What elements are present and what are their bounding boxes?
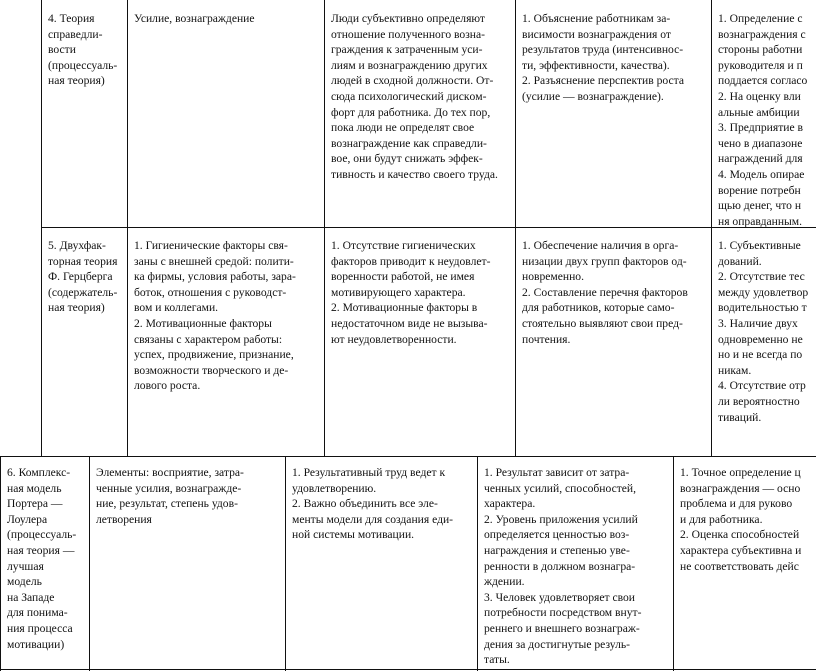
table-cell-elements: Элементы: восприятие, затра- ченные усилия, вознагражде- ние, результат, степень удов- летворения — [96, 466, 244, 526]
table-cell-theory-name: 5. Двухфак- торная теория Ф. Герцберга (содержатель- ная теория) — [48, 239, 118, 315]
table-cell-practice: 1. Объяснение работникам за- висимости вознаграждения от результатов труда (интенсивнос- ти, эффективности, качества). 2. Разъяснение перспектив роста (усилие — вознаграждение). — [522, 12, 684, 103]
table-cell-practice: 1. Обеспечение наличия в орга- низации двух групп факторов од- новременно. 2. Составление перечня факторов для работников, которые само- стоятельно выявляют свои пред- почтения. — [522, 239, 688, 346]
table-cell-essence: 1. Результативный труд ведет к удовлетворению. 2. Важно объединить все эле- менты модели для создания еди- ной системы мотивации. — [292, 466, 454, 542]
table-cell-elements: 1. Гигиенические факторы свя- заны с внешней средой: полити- ка фирмы, условия работы, зара- боток, отношения с руководст- вом и коллегами. 2. Мотивационные факторы связаны с характером работы: успех, продвижение, признание, возможности творческого и де- лового роста. — [134, 239, 296, 393]
table-border — [0, 456, 816, 457]
table-cell-essence: Люди субъективно определяют отношение полученного возна- граждения к затраченным уси- лиям и вознаграждению других людей в сходной должности. От- сюда психологический дискoм- форт для работника. До тех пор, пока люди не определят свое вознаграждение как справедли- вое, они будут снижать эффек- тивность и качество своего труда. — [331, 12, 498, 181]
table-cell-practice: 1. Результат зависит от затра- ченных усилий, способностей, характера. 2. Уровень приложения усилий определяется ценностью воз- награждения и степенью уве- ренности в должном вознагра- ждении. 3. Человек удовлетворяет свои потребности посредством внут- реннего и внешнего вознаграж- дения за достигнутые резуль- таты. — [484, 466, 642, 667]
table-cell-drawbacks: 1. Определение с вознаграждения с стороны работни руководителя и п поддается согласо 2. На оценку вли альные амбиции 3. Предприятие в чено в диапазоне награждений для 4. Модель опирае ворение потребн щью денег, что н ня оправданным. — [718, 12, 808, 227]
table-border — [0, 669, 816, 670]
table-cell-drawbacks: 1. Точное определение ц вознаграждения — осно проблема и для руково и для работника. 2. Оценка способностей характера субъективна и не соответствовать дейс — [680, 466, 802, 573]
table-cell-theory-name: 4. Теория справедли- вости (процессуаль- ная теория) — [48, 12, 118, 88]
table-cell-drawbacks: 1. Субъективные дований. 2. Отсутствие тес между удовлетвор водительностью т 3. Наличие двух одновременно не но и не всегда по никам. 4. Отсутствие отр ли вероятностно тиваций. — [718, 239, 809, 424]
table-cell-elements: Усилие, вознаграждение — [134, 12, 255, 25]
table-cell-theory-name: 6. Комплекс- ная модель Портера — Лоулера (процессуаль- ная теория — лучшая модель на Западе для понима- ния процесса мотивации) — [7, 466, 77, 651]
table-border — [41, 227, 816, 228]
table-cell-essence: 1. Отсутствие гигиенических факторов приводит к неудовлет- воренности работой, не имея мотивирующего характера. 2. Мотивационные факторы в недостаточном виде не вызыва- ют неудовлетворенности. — [331, 239, 491, 346]
